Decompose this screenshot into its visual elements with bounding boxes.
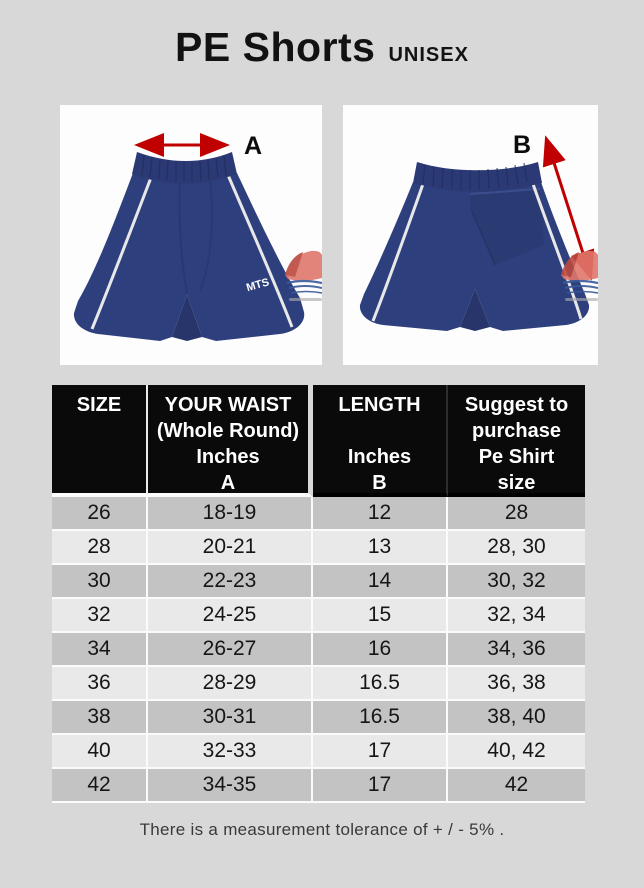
table-cell: 26 — [52, 497, 148, 531]
table-cell: 15 — [313, 599, 448, 633]
table-cell: 36, 38 — [448, 667, 585, 701]
table-cell: 17 — [313, 735, 448, 769]
back-view-panel — [343, 105, 598, 365]
column-header: SIZE — [52, 385, 148, 497]
front-shorts-illustration — [60, 105, 322, 365]
front-view-panel — [60, 105, 322, 365]
table-cell: 38, 40 — [448, 701, 585, 735]
table-cell: 32, 34 — [448, 599, 585, 633]
table-cell: 17 — [313, 769, 448, 803]
table-cell: 42 — [52, 769, 148, 803]
table-cell: 38 — [52, 701, 148, 735]
table-cell: 12 — [313, 497, 448, 531]
table-cell: 34 — [52, 633, 148, 667]
table-cell: 34, 36 — [448, 633, 585, 667]
table-cell: 40, 42 — [448, 735, 585, 769]
table-cell: 22-23 — [148, 565, 313, 599]
table-cell: 14 — [313, 565, 448, 599]
table-cell: 30 — [52, 565, 148, 599]
back-shorts-shape — [360, 162, 589, 331]
table-cell: 32 — [52, 599, 148, 633]
table-cell: 26-27 — [148, 633, 313, 667]
table-cell: 36 — [52, 667, 148, 701]
table-cell: 18-19 — [148, 497, 313, 531]
table-cell: 28, 30 — [448, 531, 585, 565]
column-header: YOUR WAIST (Whole Round) Inches A — [148, 385, 313, 497]
table-cell: 30, 32 — [448, 565, 585, 599]
table-cell: 40 — [52, 735, 148, 769]
column-header: LENGTH Inches B — [313, 385, 448, 497]
table-cell: 16.5 — [313, 667, 448, 701]
table-body — [52, 497, 585, 803]
table-cell: 32-33 — [148, 735, 313, 769]
waist-measure-label: A — [244, 132, 263, 160]
column-header: Suggest to purchase Pe Shirt size — [448, 385, 585, 497]
table-cell: 28 — [52, 531, 148, 565]
table-cell: 30-31 — [148, 701, 313, 735]
front-shorts-shape — [74, 152, 304, 341]
table-cell: 20-21 — [148, 531, 313, 565]
table-cell: 34-35 — [148, 769, 313, 803]
page-title: PE Shorts — [175, 24, 376, 70]
table-cell: 16 — [313, 633, 448, 667]
table-cell: 28-29 — [148, 667, 313, 701]
table-cell: 13 — [313, 531, 448, 565]
brand-embroidery: MTS — [244, 276, 271, 295]
table-cell: 24-25 — [148, 599, 313, 633]
table-cell: 28 — [448, 497, 585, 531]
table-header-row — [52, 385, 585, 497]
tolerance-note: There is a measurement tolerance of + / - 5% . — [139, 820, 505, 839]
table-cell: 16.5 — [313, 701, 448, 735]
page-header — [0, 24, 644, 71]
back-shorts-illustration — [343, 105, 598, 365]
table-cell: 42 — [448, 769, 585, 803]
length-measure-label: B — [513, 131, 532, 159]
size-chart-table — [52, 385, 585, 803]
page-subtitle: UNISEX — [388, 44, 469, 66]
